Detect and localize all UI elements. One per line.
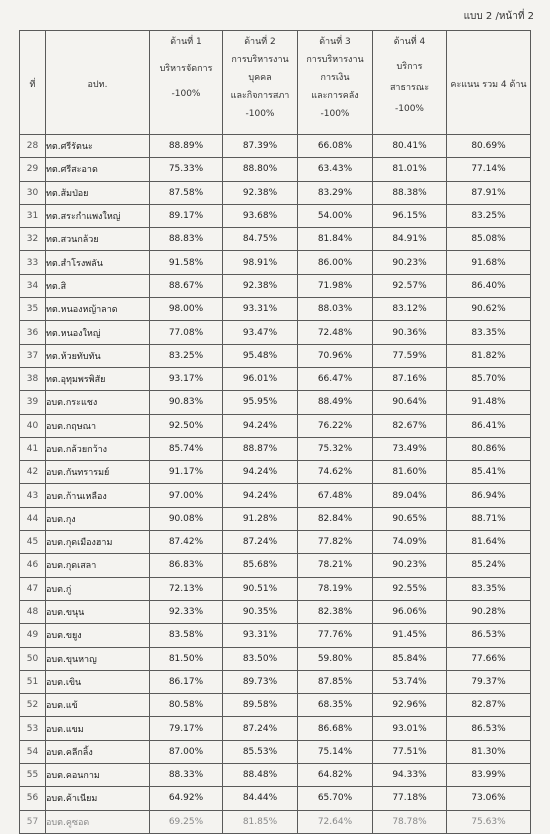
table-body — [20, 135, 531, 834]
score-d1: 81.50% — [150, 647, 223, 670]
score-d3: 86.68% — [298, 717, 373, 740]
score-d2: 87.24% — [223, 531, 298, 554]
score-d4: 81.60% — [373, 461, 447, 484]
header-no: ที่ — [20, 31, 46, 135]
row-name: อบต.ก้านเหลือง — [46, 484, 150, 507]
table-row — [20, 251, 531, 274]
table-row — [20, 344, 531, 367]
score-d2: 90.51% — [223, 577, 298, 600]
score-d3: 66.08% — [298, 135, 373, 158]
score-d3: 82.38% — [298, 600, 373, 623]
row-name: อบต.ค้าเนียม — [46, 787, 150, 810]
score-total: 86.40% — [447, 274, 531, 297]
score-total: 73.06% — [447, 787, 531, 810]
score-total: 86.53% — [447, 624, 531, 647]
score-d3: 78.21% — [298, 554, 373, 577]
score-d1: 91.17% — [150, 461, 223, 484]
row-number: 36 — [20, 321, 46, 344]
score-d4: 90.65% — [373, 507, 447, 530]
score-d3: 88.03% — [298, 298, 373, 321]
score-d4: 96.15% — [373, 204, 447, 227]
row-name: ทต.ศรีรัตนะ — [46, 135, 150, 158]
table-row — [20, 321, 531, 344]
row-number: 54 — [20, 740, 46, 763]
score-d1: 88.33% — [150, 764, 223, 787]
score-d3: 71.98% — [298, 274, 373, 297]
score-d1: 64.92% — [150, 787, 223, 810]
score-total: 83.25% — [447, 204, 531, 227]
row-number: 44 — [20, 507, 46, 530]
score-d1: 72.13% — [150, 577, 223, 600]
score-d4: 85.84% — [373, 647, 447, 670]
table-row — [20, 670, 531, 693]
score-d2: 89.58% — [223, 694, 298, 717]
score-d1: 92.50% — [150, 414, 223, 437]
score-d1: 75.33% — [150, 158, 223, 181]
score-d4: 78.78% — [373, 810, 447, 833]
row-name: อบต.คลีกลิ้ง — [46, 740, 150, 763]
score-d3: 77.76% — [298, 624, 373, 647]
score-d4: 92.55% — [373, 577, 447, 600]
score-d4: 88.38% — [373, 181, 447, 204]
score-total: 82.87% — [447, 694, 531, 717]
score-total: 91.68% — [447, 251, 531, 274]
score-d2: 94.24% — [223, 484, 298, 507]
score-total: 86.53% — [447, 717, 531, 740]
row-number: 34 — [20, 274, 46, 297]
score-d1: 87.42% — [150, 531, 223, 554]
row-name: ทต.ศรีสะอาด — [46, 158, 150, 181]
score-d4: 90.23% — [373, 554, 447, 577]
row-number: 48 — [20, 600, 46, 623]
header-col1: ด้านที่ 1 บริหารจัดการ -100% — [150, 31, 223, 135]
table-header-row — [20, 31, 531, 135]
row-number: 38 — [20, 367, 46, 390]
score-d3: 82.84% — [298, 507, 373, 530]
score-d1: 79.17% — [150, 717, 223, 740]
score-d4: 80.41% — [373, 135, 447, 158]
score-d2: 83.50% — [223, 647, 298, 670]
score-total: 87.91% — [447, 181, 531, 204]
score-d4: 83.12% — [373, 298, 447, 321]
score-d1: 88.83% — [150, 228, 223, 251]
table-row — [20, 554, 531, 577]
row-name: อบต.กู่ — [46, 577, 150, 600]
score-d4: 90.64% — [373, 391, 447, 414]
score-d2: 94.24% — [223, 461, 298, 484]
score-d2: 91.28% — [223, 507, 298, 530]
row-number: 29 — [20, 158, 46, 181]
table-row — [20, 461, 531, 484]
score-d3: 83.29% — [298, 181, 373, 204]
row-name: ทต.สิ — [46, 274, 150, 297]
score-total: 91.48% — [447, 391, 531, 414]
table-row — [20, 414, 531, 437]
score-d1: 85.74% — [150, 437, 223, 460]
table-row — [20, 810, 531, 833]
score-d1: 77.08% — [150, 321, 223, 344]
table-row — [20, 298, 531, 321]
score-total: 75.63% — [447, 810, 531, 833]
score-d1: 88.89% — [150, 135, 223, 158]
score-d4: 81.01% — [373, 158, 447, 181]
table-row — [20, 507, 531, 530]
score-d2: 93.31% — [223, 298, 298, 321]
score-d3: 75.32% — [298, 437, 373, 460]
score-total: 80.69% — [447, 135, 531, 158]
row-name: อบต.ขยูง — [46, 624, 150, 647]
row-name: อบต.ขนุน — [46, 600, 150, 623]
score-total: 77.66% — [447, 647, 531, 670]
score-d3: 67.48% — [298, 484, 373, 507]
score-d2: 87.24% — [223, 717, 298, 740]
score-d2: 93.68% — [223, 204, 298, 227]
row-name: อบต.คอนกาม — [46, 764, 150, 787]
score-d1: 86.83% — [150, 554, 223, 577]
score-d2: 88.87% — [223, 437, 298, 460]
score-d2: 90.35% — [223, 600, 298, 623]
score-d3: 59.80% — [298, 647, 373, 670]
score-d4: 74.09% — [373, 531, 447, 554]
row-number: 33 — [20, 251, 46, 274]
score-total: 90.28% — [447, 600, 531, 623]
row-number: 47 — [20, 577, 46, 600]
score-d4: 92.57% — [373, 274, 447, 297]
score-d3: 87.85% — [298, 670, 373, 693]
row-number: 46 — [20, 554, 46, 577]
row-name: อบต.กุดเมืองฮาม — [46, 531, 150, 554]
row-name: อบต.กุดเสลา — [46, 554, 150, 577]
score-d3: 77.82% — [298, 531, 373, 554]
score-d2: 92.38% — [223, 181, 298, 204]
table-row — [20, 624, 531, 647]
score-d2: 94.24% — [223, 414, 298, 437]
score-d1: 93.17% — [150, 367, 223, 390]
row-number: 41 — [20, 437, 46, 460]
row-name: อบต.เขิน — [46, 670, 150, 693]
table-row — [20, 228, 531, 251]
row-number: 39 — [20, 391, 46, 414]
row-number: 28 — [20, 135, 46, 158]
row-name: อบต.กันทรารมย์ — [46, 461, 150, 484]
score-d4: 90.23% — [373, 251, 447, 274]
score-d4: 73.49% — [373, 437, 447, 460]
score-d2: 85.68% — [223, 554, 298, 577]
score-d3: 72.48% — [298, 321, 373, 344]
score-d4: 89.04% — [373, 484, 447, 507]
score-d4: 77.59% — [373, 344, 447, 367]
score-d4: 96.06% — [373, 600, 447, 623]
score-d3: 54.00% — [298, 204, 373, 227]
score-d2: 84.75% — [223, 228, 298, 251]
score-d3: 74.62% — [298, 461, 373, 484]
score-d1: 91.58% — [150, 251, 223, 274]
score-table — [19, 30, 531, 834]
row-name: ทต.ห้วยทับทัน — [46, 344, 150, 367]
row-name: อบต.กระแชง — [46, 391, 150, 414]
row-name: อบต.คูซอด — [46, 810, 150, 833]
table-row — [20, 577, 531, 600]
score-d1: 69.25% — [150, 810, 223, 833]
row-number: 40 — [20, 414, 46, 437]
row-number: 52 — [20, 694, 46, 717]
score-d1: 92.33% — [150, 600, 223, 623]
score-d3: 70.96% — [298, 344, 373, 367]
score-d2: 84.44% — [223, 787, 298, 810]
score-d1: 83.25% — [150, 344, 223, 367]
page-label: แบบ 2 /หน้าที่ 2 — [463, 11, 534, 22]
score-d3: 68.35% — [298, 694, 373, 717]
row-number: 43 — [20, 484, 46, 507]
score-total: 79.37% — [447, 670, 531, 693]
score-d4: 94.33% — [373, 764, 447, 787]
score-d2: 81.85% — [223, 810, 298, 833]
score-total: 85.70% — [447, 367, 531, 390]
header-col4: ด้านที่ 4 บริการ สาธารณะ -100% — [373, 31, 447, 135]
table-row — [20, 787, 531, 810]
score-total: 83.35% — [447, 577, 531, 600]
score-d1: 80.58% — [150, 694, 223, 717]
score-d3: 66.47% — [298, 367, 373, 390]
score-total: 85.41% — [447, 461, 531, 484]
score-total: 85.08% — [447, 228, 531, 251]
row-name: ทต.สำโรงพลัน — [46, 251, 150, 274]
score-d3: 88.49% — [298, 391, 373, 414]
row-number: 42 — [20, 461, 46, 484]
table-row — [20, 531, 531, 554]
score-total: 81.30% — [447, 740, 531, 763]
score-d1: 83.58% — [150, 624, 223, 647]
score-d1: 87.58% — [150, 181, 223, 204]
row-name: ทต.ส้มป่อย — [46, 181, 150, 204]
row-name: ทต.สระกำแพงใหญ่ — [46, 204, 150, 227]
score-d3: 76.22% — [298, 414, 373, 437]
table-row — [20, 274, 531, 297]
row-name: อบต.แข้ — [46, 694, 150, 717]
row-name: ทต.อุทุมพรพิสัย — [46, 367, 150, 390]
score-d4: 77.18% — [373, 787, 447, 810]
score-d1: 87.00% — [150, 740, 223, 763]
table-row — [20, 181, 531, 204]
score-d1: 97.00% — [150, 484, 223, 507]
table-row — [20, 600, 531, 623]
score-d4: 91.45% — [373, 624, 447, 647]
score-d2: 95.95% — [223, 391, 298, 414]
score-d2: 85.53% — [223, 740, 298, 763]
row-number: 30 — [20, 181, 46, 204]
table-row — [20, 367, 531, 390]
score-d3: 81.84% — [298, 228, 373, 251]
table-row — [20, 437, 531, 460]
score-d3: 75.14% — [298, 740, 373, 763]
table-row — [20, 391, 531, 414]
score-d1: 88.67% — [150, 274, 223, 297]
score-total: 88.71% — [447, 507, 531, 530]
table-row — [20, 764, 531, 787]
row-number: 50 — [20, 647, 46, 670]
score-d2: 88.48% — [223, 764, 298, 787]
score-d4: 53.74% — [373, 670, 447, 693]
header-name: อปท. — [46, 31, 150, 135]
score-d4: 84.91% — [373, 228, 447, 251]
row-name: อบต.ขุนหาญ — [46, 647, 150, 670]
table-row — [20, 484, 531, 507]
row-number: 49 — [20, 624, 46, 647]
header-total: คะแนน รวม 4 ด้าน — [447, 31, 531, 135]
row-name: อบต.กล้วยกว้าง — [46, 437, 150, 460]
row-number: 53 — [20, 717, 46, 740]
header-col3: ด้านที่ 3 การบริหารงาน การเงิน และการคลัง -100% — [298, 31, 373, 135]
score-total: 90.62% — [447, 298, 531, 321]
table-row — [20, 158, 531, 181]
row-name: อบต.แขม — [46, 717, 150, 740]
score-d3: 72.64% — [298, 810, 373, 833]
table-row — [20, 135, 531, 158]
row-number: 55 — [20, 764, 46, 787]
score-d2: 88.80% — [223, 158, 298, 181]
row-number: 35 — [20, 298, 46, 321]
table-row — [20, 204, 531, 227]
score-d1: 86.17% — [150, 670, 223, 693]
score-d1: 89.17% — [150, 204, 223, 227]
score-d1: 98.00% — [150, 298, 223, 321]
header-col2: ด้านที่ 2 การบริหารงาน บุคคล และกิจการสภา -100% — [223, 31, 298, 135]
score-d2: 98.91% — [223, 251, 298, 274]
score-d4: 87.16% — [373, 367, 447, 390]
score-d4: 92.96% — [373, 694, 447, 717]
row-number: 57 — [20, 810, 46, 833]
score-d2: 96.01% — [223, 367, 298, 390]
score-d1: 90.83% — [150, 391, 223, 414]
table-row — [20, 647, 531, 670]
score-d3: 64.82% — [298, 764, 373, 787]
score-d4: 93.01% — [373, 717, 447, 740]
score-d3: 65.70% — [298, 787, 373, 810]
row-name: ทต.หนองหญ้าลาด — [46, 298, 150, 321]
table-row — [20, 694, 531, 717]
row-name: อบต.กฤษณา — [46, 414, 150, 437]
table-row — [20, 740, 531, 763]
score-d2: 89.73% — [223, 670, 298, 693]
row-name: ทต.สวนกล้วย — [46, 228, 150, 251]
score-d3: 78.19% — [298, 577, 373, 600]
score-d3: 86.00% — [298, 251, 373, 274]
score-d2: 87.39% — [223, 135, 298, 158]
row-number: 32 — [20, 228, 46, 251]
score-d2: 92.38% — [223, 274, 298, 297]
score-d2: 93.31% — [223, 624, 298, 647]
score-total: 80.86% — [447, 437, 531, 460]
score-total: 83.35% — [447, 321, 531, 344]
score-total: 81.82% — [447, 344, 531, 367]
score-total: 86.94% — [447, 484, 531, 507]
row-number: 45 — [20, 531, 46, 554]
row-number: 56 — [20, 787, 46, 810]
row-name: ทต.หนองใหญ่ — [46, 321, 150, 344]
row-name: อบต.กุง — [46, 507, 150, 530]
score-total: 86.41% — [447, 414, 531, 437]
row-number: 31 — [20, 204, 46, 227]
score-d4: 90.36% — [373, 321, 447, 344]
score-d4: 82.67% — [373, 414, 447, 437]
score-d2: 95.48% — [223, 344, 298, 367]
table-row — [20, 717, 531, 740]
score-total: 81.64% — [447, 531, 531, 554]
score-d2: 93.47% — [223, 321, 298, 344]
score-d3: 63.43% — [298, 158, 373, 181]
score-d1: 90.08% — [150, 507, 223, 530]
row-number: 51 — [20, 670, 46, 693]
score-d4: 77.51% — [373, 740, 447, 763]
score-total: 83.99% — [447, 764, 531, 787]
row-number: 37 — [20, 344, 46, 367]
score-total: 85.24% — [447, 554, 531, 577]
score-total: 77.14% — [447, 158, 531, 181]
